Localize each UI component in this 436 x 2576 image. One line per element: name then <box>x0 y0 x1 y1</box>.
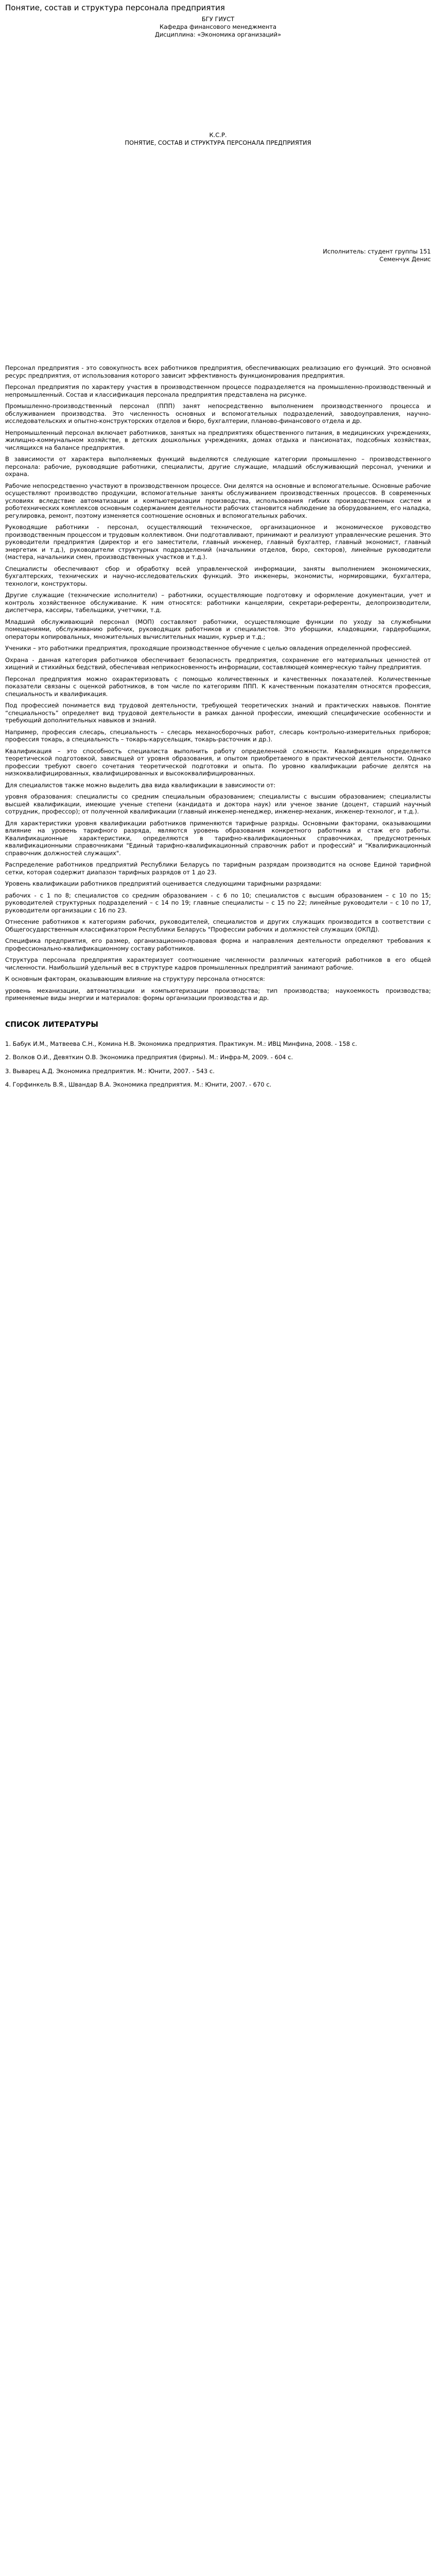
paragraph: Для характеристики уровня квалификации работников применяются тарифные разряды. Основными факторами, оказывающими влияние на уровень тарифного разряда, являются уровень образования конкретного работника и стаж его работы. Квалификационные характеристики, определяются в тарифно-квалификационных справочниках, предусмотренных квалификационными справочниками "Единый тарифно-квалификационный справочник работ и профессий" и "Квалификационный справочник должностей служащих". <box>5 819 431 857</box>
work-topic: ПОНЯТИЕ, СОСТАВ И СТРУКТУРА ПЕРСОНАЛА ПРЕДПРИЯТИЯ <box>125 139 311 146</box>
paragraph: Квалификация – это способность специалиста выполнить работу определенной сложности. Квалификация определяется теоретической подготовкой, зависящей от уровня образования, и опытом приобретаемого в практической деятельности. Однако профессии требуют своего сочетания теоретической подготовки и опыта. По уровню квалификации рабочие делятся на низкоквалифицированных, квалифицированных и высококвалифицированных. <box>5 747 431 777</box>
author-group: Исполнитель: студент группы 151 <box>323 248 431 255</box>
paragraph: Другие служащие (технические исполнители) – работники, осуществляющие подготовку и оформление документации, учет и контроль хозяйственное обслуживание. К ним относятся: работники канцелярии, секретари-референты, делопроизводители, диспетчера, кассиры, табельщики, учетчики, т.д. <box>5 591 431 614</box>
paragraph: В зависимости от характера выполняемых функций выделяются следующие категории промышленно – производственного персонала: рабочие, руководящие работники, специалисты, другие служащие, младший обслуживающий персонал, ученики и охрана. <box>5 455 431 478</box>
work-type: К.С.Р. <box>209 131 227 139</box>
paragraph: Персонал предприятия можно охарактеризовать с помощью количественных и качественных показателей. Количественные показатели связаны с оценкой работников, в том числе по категориям ППП. К качественным показателям относятся профессия, специальность и квалификация. <box>5 675 431 698</box>
discipline-name: Дисциплина: «Экономика организаций» <box>154 31 282 38</box>
paragraph: рабочих - с 1 по 8; специалистов со средним образованием - с 6 по 10; специалистов с высшим образованием – с 10 по 15; руководителей структурных подразделений – с 14 по 19; главные специалисты – с 15 по 22; линейные руководители – с 10 по 17, руководители организации с 16 по 23. <box>5 891 431 914</box>
document-page <box>0 0 436 1089</box>
department-name: Кафедра финансового менеджмента <box>159 23 277 30</box>
paragraph: Младший обслуживающий персонал (МОП) составляют работники, осуществляющие функции по уходу за служебными помещениями, обслуживанию рабочих, руководящих работников и специалистов. Это уборщики, кладовщики, гардеробщики, операторы копировальных, множительных вычислительных машин, курьер и т.д.; <box>5 618 431 640</box>
paragraph: Специалисты обеспечивают сбор и обработку всей управленческой информации, заняты выполнением экономических, бухгалтерских, технических и научно-исследовательских функций. Это инженеры, экономисты, нормировщики, бухгалтера, технологи, конструкторы. <box>5 565 431 587</box>
paragraph: Специфика предприятия, его размер, организационно-правовая форма и направления деятельности определяют требования к профессионально-квалификационному составу работников. <box>5 937 431 952</box>
reference-item: 2. Волков О.И., Девяткин О.В. Экономика предприятия (фирмы). М.: Инфра-М, 2009. - 604 с. <box>5 1054 293 1061</box>
reference-item: 3. Выварец А.Д. Экономика предприятия. М.: Юнити, 2007. - 543 с. <box>5 1067 215 1075</box>
paragraph: уровень механизации, автоматизации и компьютеризации производства; тип производства; наукоемкость производства; применяемые виды энергии и материалов: формы организации производства и др. <box>5 987 431 1002</box>
paragraph: Персонал предприятия по характеру участия в производственном процессе подразделяется на промышленно-производственный и непромышленный. Состав и классификация персонала предприятия представлена на рисунке. <box>5 383 431 398</box>
paragraph: Персонал предприятия - это совокупность всех работников предприятия, обеспечивающих реализацию его функций. Это основной ресурс предприятия, от использования которого зависит эффективность функционирования предприятия. <box>5 364 431 379</box>
body-text <box>5 364 431 1002</box>
paragraph: Непромышленный персонал включает работников, занятых на предприятиях общественного питания, в медицинских учреждениях, жилищно-коммунальном хозяйстве, в детских дошкольных учреждениях, домах отдыха и пансионатах, подсобных хозяйствах, числящихся на балансе предприятия. <box>5 429 431 451</box>
paragraph: Промышленно-производственный персонал (ППП) занят непосредственно выполнением производственного процесса и обслуживанием производства. Это численность основных и вспомогательных подразделений, заводоуправления, научно-исследовательских и опытно-конструкторских отделов и бюро, бухгалтерии, планово-финансового отдела и др. <box>5 402 431 425</box>
references-list <box>5 1040 431 1089</box>
document-title: Понятие, состав и структура персонала предприятия <box>5 3 225 12</box>
author-name: Семенчук Денис <box>379 256 431 263</box>
paragraph: Структура персонала предприятия характеризует соотношение численности различных категорий работников в его общей численности. Наибольший удельный вес в структуре кадров промышленных предприятий занимают рабочие. <box>5 956 431 971</box>
paragraph: Руководящие работники - персонал, осуществляющий техническое, организационное и экономическое руководство производственным процессом и трудовым коллективом. Они подготавливают, принимают и реализуют управленческие решения. Это руководители предприятия (директор и его заместители, главный инженер, главный бухгалтер, главный экономист, главный энергетик и т.д.), руководители структурных подразделений (начальники отделов, бюро, секторов), линейные руководители (мастера, начальники смен, производственных участков и т.д.). <box>5 523 431 561</box>
paragraph: Рабочие непосредственно участвуют в производственном процессе. Они делятся на основные и вспомогательные. Основные рабочие осуществляют производство продукции, вспомогательные заняты обслуживанием производственных процессов. В современных условиях вследствие автоматизации и компьютеризации производства, использования гибких производственных систем и роботехнических комплексов основным содержанием деятельности рабочих становится наблюдение за оборудованием, его наладка, регулировка, ремонт, поэтому изменяется соотношение основных и вспомогательных рабочих. <box>5 482 431 519</box>
paragraph: Ученики – это работники предприятия, проходящие производственное обучение с целью овладения определенной профессией. <box>5 645 412 652</box>
paragraph: Отнесение работников к категориям рабочих, руководителей, специалистов и других служащих производится в соответствии с Общегосударственным классификатором Республики Беларусь "Профессии рабочих и должностей служащих (ОКПД). <box>5 918 431 933</box>
reference-item: 1. Бабук И.М., Матвеева С.Н., Комина Н.В. Экономика предприятия. Практикум. М.: ИВЦ Минфина, 2008. - 158 с. <box>5 1040 357 1047</box>
reference-item: 4. Горфинкель В.Я., Швандар В.А. Экономика предприятия. М.: Юнити, 2007. - 670 с. <box>5 1081 272 1088</box>
paragraph: Уровень квалификации работников предприятий оценивается следующими тарифными разрядами: <box>5 880 322 887</box>
paragraph: Например, профессия слесарь, специальность – слесарь механосборочных работ, слесарь контрольно-измерительных приборов; профессия токарь, а специальность – токарь-карусельщик, токарь-расточник и др.). <box>5 728 431 743</box>
paragraph: Для специалистов также можно выделить два вида квалификации в зависимости от: <box>5 781 276 789</box>
paragraph: Под профессией понимается вид трудовой деятельности, требующей теоретических знаний и практических навыков. Понятие “специальность” определяет вид трудовой деятельности в рамках данной профессии, имеющий специфические особенности и требующий дополнительных навыков и знаний. <box>5 702 431 724</box>
paragraph: Распределение работников предприятий Республики Беларусь по тарифным разрядам производится на основе Единой тарифной сетки, которая содержит диапазон тарифных разрядов от 1 до 23. <box>5 861 431 876</box>
references-heading: СПИСОК ЛИТЕРАТУРЫ <box>5 1020 98 1029</box>
institution-name: БГУ ГИУСТ <box>201 15 235 23</box>
paragraph: К основным факторам, оказывающим влияние на структуру персонала относятся: <box>5 975 265 982</box>
paragraph: уровня образования: специалисты со средним специальным образованием; специалисты с высшим образованием; специалисты высшей квалификации, имеющие ученые степени (кандидата и доктора наук) или ученое звание (доцент, старший научный сотрудник, профессор); от полученной квалификации (главный инженер-менеджер, инженер-механик, инженер-технолог, и т.д.). <box>5 793 431 815</box>
paragraph: Охрана - данная категория работников обеспечивает безопасность предприятия, сохранение его материальных ценностей от хищений и стихийных бедствий, обеспечивая неприкосновенность информации, составляющей коммерческую тайну предприятия. <box>5 656 431 671</box>
